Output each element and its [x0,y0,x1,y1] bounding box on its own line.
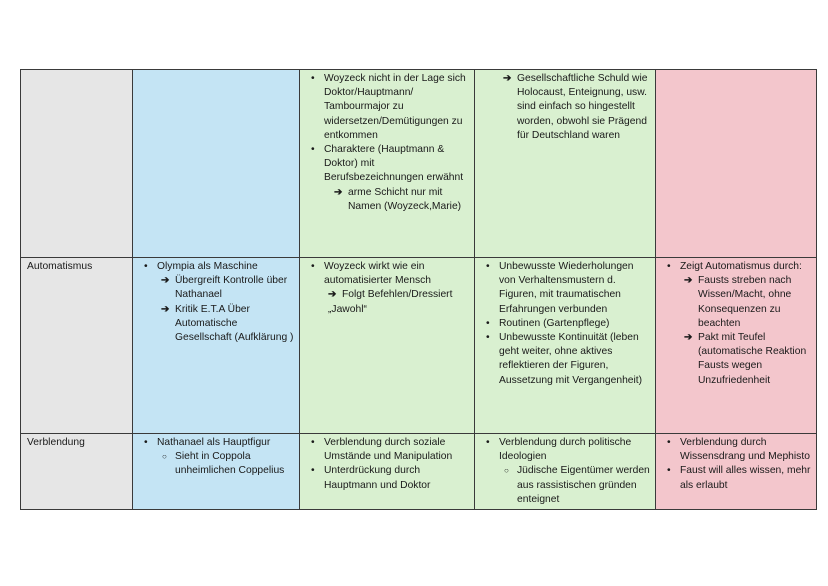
list-item: • Unterdrückung durch Hauptmann und Doktor [304,464,470,492]
arrow-item [304,288,470,316]
novel-cell [475,70,656,258]
list-item: • Nathanael als Hauptfigur [137,436,295,450]
list-item: • Verblendung durch Wissensdrang und Mephisto [660,436,812,464]
row-label-cell [21,70,133,258]
woyzeck-cell [300,70,475,258]
table-row [21,70,817,258]
list-item: • Olympia als Maschine [137,260,295,274]
list-item: • Faust will alles wissen, mehr als erlaubt [660,464,812,492]
row-label-cell [21,434,133,510]
list-item: • Woyzeck nicht in der Lage sich Doktor/Hauptmann/ Tambourmajor zu widersetzen/Demütigungen zu entkommen [304,72,470,143]
list-item: • Unbewusste Wiederholungen von Verhaltensmustern d. Figuren, mit traumatischen Erfahrungen verbunden [479,260,651,317]
bullet-list [137,260,295,345]
list-item: • Zeigt Automatismus durch: [660,260,812,274]
list-item: • Charaktere (Hauptmann & Doktor) mit Berufsbezeichnungen erwähnt [304,143,470,186]
bullet-list [479,260,651,388]
quote-text: „Jawohl“ [328,303,367,315]
bullet-list [479,72,651,143]
arrow-item: ➔ Kritik E.T.A Über Automatische Gesellschaft (Aufklärung ) [137,303,295,346]
arrow-item: ➔ Fausts streben nach Wissen/Macht, ohne Konsequenzen zu beachten [660,274,812,331]
hoffmann-cell [133,70,300,258]
list-item: • Verblendung durch politische Ideologien [479,436,651,464]
sub-item: ○ Sieht in Coppola unheimlichen Coppelius [137,450,295,478]
row-label: Verblendung [27,437,85,448]
row-label: Automatismus [27,261,93,272]
hoffmann-cell [133,258,300,434]
list-item: • Routinen (Gartenpflege) [479,317,651,331]
comparison-table [20,69,817,510]
table-row [21,434,817,510]
arrow-item: ➔ Übergreift Kontrolle über Nathanael [137,274,295,302]
bullet-list [304,436,470,493]
arrow-text: Folgt Befehlen/Dressiert [342,289,453,301]
bullet-list [660,260,812,388]
faust-cell [656,434,817,510]
row-label-cell [21,258,133,434]
sub-item: ○ Jüdische Eigentümer werden aus rassistischen gründen enteignet [479,464,651,507]
list-item: • Woyzeck wirkt wie ein automatisierter Mensch [304,260,470,288]
arrow-item: ➔ Pakt mit Teufel (automatische Reaktion Fausts wegen Unzufriedenheit [660,331,812,388]
woyzeck-cell [300,258,475,434]
bullet-list [137,436,295,479]
list-item: • Verblendung durch soziale Umstände und Manipulation [304,436,470,464]
list-item: • Unbewusste Kontinuität (leben geht weiter, ohne aktives reflektieren der Figuren, Aussetzung mit Vergangenheit) [479,331,651,388]
hoffmann-cell [133,434,300,510]
novel-cell [475,434,656,510]
faust-cell [656,258,817,434]
table-row [21,258,817,434]
arrow-item: ➔ Gesellschaftliche Schuld wie Holocaust, Enteignung, usw. sind einfach so hingestellt worden, obwohl sie Prägend für Deutschland waren [479,72,651,143]
bullet-list [304,260,470,317]
bullet-list [660,436,812,493]
bullet-list [479,436,651,507]
arrow-item: ➔ arme Schicht nur mit Namen (Woyzeck,Marie) [304,186,470,214]
woyzeck-cell [300,434,475,510]
faust-cell [656,70,817,258]
novel-cell [475,258,656,434]
bullet-list [304,72,470,214]
